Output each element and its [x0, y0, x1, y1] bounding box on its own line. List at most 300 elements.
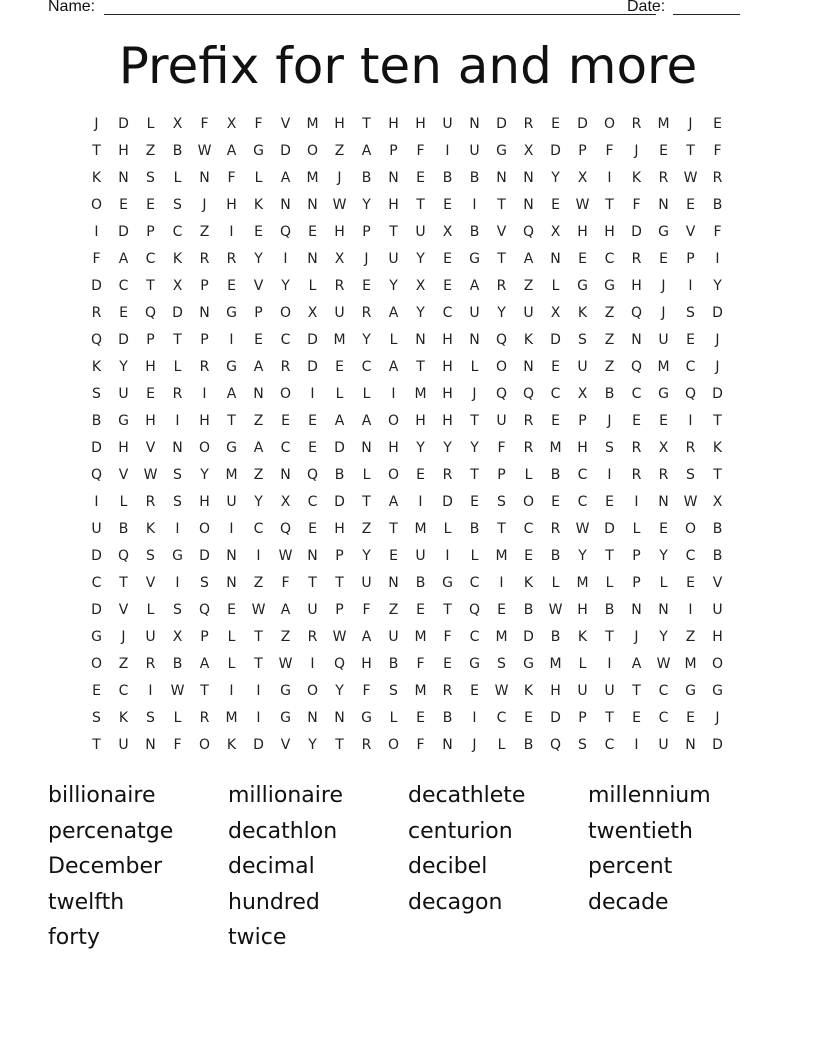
grid-letter: W	[170, 683, 185, 699]
grid-letter: S	[578, 737, 587, 753]
grid-letter: W	[548, 602, 563, 618]
name-field[interactable]	[104, 0, 656, 15]
grid-letter: N	[280, 467, 291, 483]
grid-letter: Z	[118, 656, 129, 672]
grid-letter: E	[416, 602, 425, 618]
grid-letter: N	[550, 251, 561, 267]
grid-letter: L	[362, 386, 371, 402]
grid-letter: C	[577, 467, 588, 483]
grid-letter: S	[173, 467, 182, 483]
grid-letter: Z	[604, 305, 615, 321]
grid-letter: K	[226, 737, 237, 753]
grid-letter: T	[605, 710, 614, 726]
grid-letter: M	[414, 521, 427, 537]
grid-letter: T	[389, 224, 398, 240]
grid-letter: E	[659, 251, 668, 267]
grid-letter: E	[659, 413, 668, 429]
grid-letter: L	[659, 575, 668, 591]
grid-letter: T	[254, 656, 263, 672]
grid-letter: W	[332, 629, 347, 645]
grid-letter: D	[550, 710, 561, 726]
grid-letter: U	[469, 305, 480, 321]
grid-letter: J	[607, 413, 612, 429]
grid-letter: A	[523, 251, 534, 267]
grid-letter: Y	[362, 197, 371, 213]
grid-letter: H	[388, 116, 399, 132]
word-list-item: hundred	[228, 889, 320, 915]
grid-letter: D	[550, 332, 561, 348]
grid-letter: E	[362, 278, 371, 294]
grid-letter: N	[631, 332, 642, 348]
grid-letter: W	[575, 521, 590, 537]
grid-letter: L	[632, 521, 641, 537]
grid-letter: D	[604, 521, 615, 537]
grid-letter: Y	[578, 548, 587, 564]
grid-letter: T	[443, 602, 452, 618]
grid-letter: Z	[388, 602, 399, 618]
grid-letter: P	[632, 575, 641, 591]
grid-letter: T	[335, 575, 344, 591]
grid-letter: X	[172, 278, 183, 294]
word-list-item: twelfth	[48, 889, 125, 915]
grid-letter: G	[442, 575, 453, 591]
grid-letter: Y	[470, 440, 479, 456]
grid-letter: I	[472, 197, 477, 213]
grid-letter: Q	[522, 386, 535, 402]
grid-letter: N	[226, 575, 237, 591]
grid-letter: U	[226, 494, 237, 510]
grid-letter: G	[91, 629, 102, 645]
grid-letter: N	[307, 197, 318, 213]
grid-letter: M	[225, 467, 238, 483]
grid-letter: G	[280, 683, 291, 699]
grid-letter: W	[683, 494, 698, 510]
grid-letter: Q	[90, 467, 103, 483]
grid-letter: J	[715, 359, 720, 375]
grid-letter: C	[361, 359, 372, 375]
grid-letter: D	[577, 116, 588, 132]
grid-letter: L	[362, 467, 371, 483]
grid-letter: G	[226, 359, 237, 375]
grid-letter: I	[391, 386, 396, 402]
grid-letter: I	[472, 710, 477, 726]
grid-letter: K	[118, 710, 129, 726]
grid-letter: K	[172, 251, 183, 267]
grid-letter: N	[658, 197, 669, 213]
grid-letter: V	[712, 575, 723, 591]
grid-letter: H	[442, 332, 453, 348]
grid-letter: R	[496, 278, 507, 294]
grid-letter: L	[389, 332, 398, 348]
grid-letter: T	[605, 197, 614, 213]
grid-letter: R	[442, 683, 453, 699]
grid-letter: X	[172, 116, 183, 132]
grid-letter: Q	[495, 386, 508, 402]
grid-letter: S	[605, 440, 614, 456]
grid-letter: M	[576, 575, 589, 591]
grid-letter: Z	[280, 629, 291, 645]
grid-letter: F	[173, 737, 182, 753]
grid-letter: U	[469, 143, 480, 159]
grid-letter: N	[685, 737, 696, 753]
grid-letter: B	[550, 629, 561, 645]
grid-letter: T	[470, 467, 479, 483]
grid-letter: J	[337, 170, 342, 186]
grid-letter: F	[227, 170, 236, 186]
grid-letter: L	[578, 656, 587, 672]
grid-letter: J	[202, 197, 207, 213]
grid-letter: U	[145, 629, 156, 645]
grid-letter: P	[200, 278, 209, 294]
grid-letter: H	[388, 440, 399, 456]
grid-letter: A	[361, 143, 372, 159]
grid-letter: R	[361, 737, 372, 753]
grid-letter: N	[415, 332, 426, 348]
grid-letter: P	[578, 413, 587, 429]
grid-letter: G	[712, 683, 723, 699]
grid-letter: E	[524, 548, 533, 564]
grid-letter: N	[226, 548, 237, 564]
grid-letter: A	[280, 602, 291, 618]
grid-letter: R	[280, 359, 291, 375]
grid-letter: A	[253, 440, 264, 456]
grid-letter: D	[253, 737, 264, 753]
grid-letter: G	[469, 656, 480, 672]
grid-letter: D	[91, 440, 102, 456]
grid-letter: O	[198, 440, 211, 456]
grid-letter: H	[334, 116, 345, 132]
grid-letter: H	[415, 413, 426, 429]
grid-letter: Q	[630, 359, 643, 375]
grid-letter: E	[659, 143, 668, 159]
grid-letter: H	[226, 197, 237, 213]
grid-letter: T	[497, 521, 506, 537]
grid-letter: D	[442, 494, 453, 510]
grid-letter: F	[416, 656, 425, 672]
grid-letter: G	[280, 710, 291, 726]
grid-letter: E	[497, 602, 506, 618]
grid-letter: E	[443, 197, 452, 213]
grid-letter: B	[91, 413, 102, 429]
grid-letter: Q	[333, 656, 346, 672]
grid-letter: V	[145, 440, 156, 456]
grid-letter: H	[712, 629, 723, 645]
grid-letter: I	[175, 575, 180, 591]
grid-letter: I	[418, 494, 423, 510]
grid-letter: O	[603, 116, 616, 132]
grid-letter: E	[416, 710, 425, 726]
letter-grid	[83, 111, 731, 759]
grid-letter: K	[577, 305, 588, 321]
grid-letter: K	[91, 359, 102, 375]
grid-letter: P	[389, 143, 398, 159]
grid-letter: T	[497, 251, 506, 267]
grid-letter: Q	[630, 305, 643, 321]
grid-letter: M	[495, 548, 508, 564]
grid-letter: C	[685, 548, 696, 564]
grid-letter: F	[92, 251, 101, 267]
grid-letter: G	[118, 413, 129, 429]
grid-letter: T	[335, 737, 344, 753]
grid-letter: P	[335, 602, 344, 618]
grid-letter: B	[118, 521, 129, 537]
grid-letter: M	[414, 629, 427, 645]
grid-letter: C	[577, 494, 588, 510]
grid-letter: O	[522, 494, 535, 510]
grid-letter: E	[308, 224, 317, 240]
grid-letter: E	[92, 683, 101, 699]
grid-letter: A	[226, 386, 237, 402]
grid-letter: K	[712, 440, 723, 456]
grid-letter: B	[712, 548, 723, 564]
grid-letter: C	[469, 575, 480, 591]
grid-letter: K	[253, 197, 264, 213]
grid-letter: H	[199, 413, 210, 429]
grid-letter: R	[199, 710, 210, 726]
grid-letter: R	[226, 251, 237, 267]
grid-letter: Q	[549, 737, 562, 753]
grid-letter: U	[658, 332, 669, 348]
grid-letter: J	[364, 251, 369, 267]
grid-letter: N	[145, 737, 156, 753]
word-list-item: decagon	[408, 889, 503, 915]
grid-letter: I	[688, 602, 693, 618]
word-list-item: forty	[48, 925, 100, 951]
grid-letter: D	[712, 305, 723, 321]
grid-letter: S	[389, 683, 398, 699]
grid-letter: E	[416, 170, 425, 186]
grid-letter: B	[523, 602, 534, 618]
word-list	[48, 778, 768, 956]
grid-letter: E	[551, 197, 560, 213]
grid-letter: T	[605, 548, 614, 564]
grid-letter: O	[279, 305, 292, 321]
grid-letter: E	[443, 278, 452, 294]
grid-letter: Y	[200, 467, 209, 483]
grid-letter: U	[415, 548, 426, 564]
grid-letter: C	[118, 278, 129, 294]
grid-letter: E	[551, 359, 560, 375]
grid-letter: N	[469, 116, 480, 132]
grid-letter: N	[172, 440, 183, 456]
grid-letter: H	[145, 413, 156, 429]
word-list-item: twice	[228, 925, 287, 951]
grid-letter: N	[361, 440, 372, 456]
grid-letter: I	[229, 332, 234, 348]
grid-letter: N	[307, 710, 318, 726]
grid-letter: L	[389, 710, 398, 726]
word-list-item: December	[48, 854, 163, 880]
grid-letter: W	[575, 197, 590, 213]
grid-letter: T	[227, 413, 236, 429]
grid-letter: H	[442, 413, 453, 429]
grid-letter: L	[173, 710, 182, 726]
grid-letter: X	[280, 494, 291, 510]
grid-letter: L	[551, 575, 560, 591]
grid-letter: U	[415, 224, 426, 240]
grid-letter: Z	[253, 413, 264, 429]
grid-letter: T	[92, 737, 101, 753]
grid-letter: H	[415, 116, 426, 132]
grid-letter: E	[443, 251, 452, 267]
grid-letter: H	[334, 224, 345, 240]
grid-letter: X	[577, 170, 588, 186]
grid-letter: I	[175, 413, 180, 429]
grid-letter: C	[145, 251, 156, 267]
grid-letter: Y	[254, 494, 263, 510]
grid-letter: N	[631, 602, 642, 618]
grid-letter: M	[657, 359, 670, 375]
grid-letter: G	[523, 656, 534, 672]
grid-letter: N	[199, 305, 210, 321]
grid-letter: K	[631, 170, 642, 186]
grid-letter: R	[523, 413, 534, 429]
grid-letter: B	[442, 710, 453, 726]
grid-letter: Y	[362, 548, 371, 564]
grid-letter: M	[306, 116, 319, 132]
grid-letter: T	[632, 683, 641, 699]
grid-letter: A	[253, 359, 264, 375]
word-list-item: billionaire	[48, 783, 156, 808]
grid-letter: E	[632, 413, 641, 429]
grid-letter: T	[362, 116, 371, 132]
grid-letter: S	[173, 602, 182, 618]
grid-letter: X	[307, 305, 318, 321]
grid-letter: U	[577, 683, 588, 699]
grid-letter: L	[470, 359, 479, 375]
grid-letter: Z	[253, 467, 264, 483]
name-label: Name:	[48, 0, 96, 15]
grid-letter: I	[229, 224, 234, 240]
date-field[interactable]	[673, 0, 740, 15]
grid-letter: C	[442, 305, 453, 321]
grid-letter: C	[253, 521, 264, 537]
grid-letter: T	[470, 413, 479, 429]
grid-letter: H	[604, 224, 615, 240]
grid-letter: O	[279, 386, 292, 402]
grid-letter: X	[577, 386, 588, 402]
grid-letter: H	[577, 602, 588, 618]
grid-letter: C	[91, 575, 102, 591]
grid-letter: L	[227, 629, 236, 645]
grid-letter: L	[524, 467, 533, 483]
grid-letter: C	[604, 737, 615, 753]
grid-letter: B	[388, 656, 399, 672]
grid-letter: Q	[279, 521, 292, 537]
grid-letter: U	[577, 359, 588, 375]
grid-letter: U	[118, 386, 129, 402]
grid-letter: H	[334, 521, 345, 537]
grid-letter: I	[256, 548, 261, 564]
grid-letter: A	[361, 413, 372, 429]
grid-letter: T	[416, 359, 425, 375]
grid-letter: D	[334, 494, 345, 510]
grid-letter: J	[472, 737, 477, 753]
grid-letter: M	[414, 683, 427, 699]
grid-letter: N	[523, 359, 534, 375]
grid-letter: Q	[684, 386, 697, 402]
grid-letter: V	[280, 116, 291, 132]
grid-letter: F	[200, 116, 209, 132]
grid-letter: Q	[306, 467, 319, 483]
grid-letter: L	[146, 116, 155, 132]
word-list-item: centurion	[408, 818, 513, 844]
word-list-item: percenatge	[48, 818, 174, 844]
grid-letter: Q	[198, 602, 211, 618]
grid-letter: O	[306, 683, 319, 699]
grid-letter: Y	[254, 251, 263, 267]
grid-letter: Z	[199, 224, 210, 240]
grid-letter: Z	[685, 629, 696, 645]
grid-letter: Z	[604, 359, 615, 375]
grid-letter: J	[688, 116, 693, 132]
grid-letter: H	[361, 656, 372, 672]
grid-letter: K	[577, 629, 588, 645]
grid-letter: F	[605, 143, 614, 159]
grid-letter: D	[550, 143, 561, 159]
grid-letter: B	[469, 224, 480, 240]
grid-letter: L	[119, 494, 128, 510]
grid-letter: C	[469, 629, 480, 645]
grid-letter: E	[524, 710, 533, 726]
grid-letter: D	[172, 305, 183, 321]
grid-letter: T	[200, 683, 209, 699]
grid-letter: O	[90, 656, 103, 672]
grid-letter: E	[146, 197, 155, 213]
grid-letter: R	[712, 170, 723, 186]
grid-letter: H	[118, 440, 129, 456]
grid-letter: L	[173, 170, 182, 186]
grid-letter: B	[550, 467, 561, 483]
grid-letter: F	[713, 224, 722, 240]
grid-letter: R	[334, 278, 345, 294]
grid-letter: E	[308, 413, 317, 429]
grid-letter: X	[415, 278, 426, 294]
grid-letter: Y	[119, 359, 128, 375]
grid-letter: V	[118, 467, 129, 483]
grid-letter: H	[145, 359, 156, 375]
grid-letter: O	[198, 521, 211, 537]
grid-letter: N	[199, 170, 210, 186]
grid-letter: N	[658, 602, 669, 618]
grid-letter: E	[686, 710, 695, 726]
grid-letter: I	[634, 494, 639, 510]
grid-letter: S	[92, 710, 101, 726]
grid-letter: J	[661, 305, 666, 321]
grid-letter: S	[200, 575, 209, 591]
grid-letter: G	[226, 305, 237, 321]
grid-letter: I	[229, 521, 234, 537]
grid-letter: O	[387, 467, 400, 483]
grid-letter: H	[118, 143, 129, 159]
grid-letter: X	[523, 143, 534, 159]
grid-letter: A	[226, 143, 237, 159]
grid-letter: F	[443, 629, 452, 645]
grid-letter: U	[388, 629, 399, 645]
grid-letter: B	[334, 467, 345, 483]
grid-letter: M	[306, 170, 319, 186]
grid-letter: Q	[522, 224, 535, 240]
grid-letter: V	[145, 575, 156, 591]
grid-letter: E	[254, 332, 263, 348]
grid-letter: T	[497, 197, 506, 213]
word-list-item: decathlete	[408, 783, 526, 808]
grid-letter: E	[308, 521, 317, 537]
grid-letter: E	[686, 332, 695, 348]
grid-letter: E	[686, 197, 695, 213]
grid-letter: E	[416, 467, 425, 483]
grid-letter: Z	[361, 521, 372, 537]
